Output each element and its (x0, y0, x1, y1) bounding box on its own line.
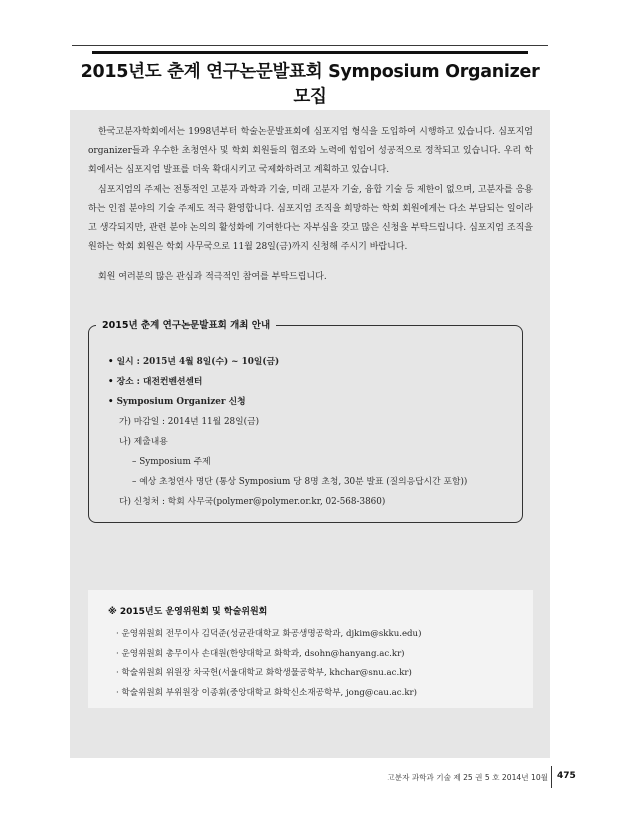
contents-heading: 나) 제출내용 (119, 437, 168, 447)
intro-text (88, 123, 533, 288)
apply-deadline: 가) 마감일 : 2014년 11월 28일(금) (119, 417, 259, 427)
journal-footer: 고분자 과학과 기술 제 25 권 5 호 2014년 10월 (387, 773, 548, 782)
apply-contact: 다) 신청처 : 학회 사무국(polymer@polymer.or.kr, 02-568-3860) (119, 497, 386, 507)
committee-member: · 운영위원회 전무이사 김덕준(성균관대학교 화공생명공학과, djkim@skku.edu) (116, 629, 422, 639)
event-date: • 일시 : 2015년 4월 8일(수) ~ 10일(금) (108, 357, 280, 367)
event-info-list (108, 352, 518, 512)
intro-paragraph-1: 한국고분자학회에서는 1998년부터 학술논문발표회에 심포지엄 형식을 도입하여 시행하고 있습니다. 심포지엄 organizer들과 우수한 초청연사 및 학회 회원들의 협조와 노력에 힘입어 성공적으로 정착되고 있습니다. 우리 학회에서는 심포지엄 발표를 더욱 확대시키고 국제화하려고 계획하고 있습니다. (88, 127, 533, 176)
bullet-icon: • (108, 357, 114, 367)
event-info-title: 2015년 춘계 연구논문발표회 개최 안내 (96, 317, 276, 331)
committee-title: ※ 2015년도 운영위원회 및 학술위원회 (108, 607, 268, 617)
committee-member: · 학술위원회 위원장 차국헌(서울대학교 화학생물공학부, khchar@snu.ac.kr) (116, 668, 412, 679)
committee-member: · 운영위원회 총무이사 손대원(한양대학교 화학과, dsohn@hanyang.ac.kr) (116, 648, 405, 659)
intro-paragraph-2: 심포지엄의 주제는 전통적인 고분자 과학과 기술, 미래 고분자 기술, 융합 기술 등 제한이 없으며, 고분자를 응용하는 인접 분야의 기술 주제도 적극 환영합니다. 심포지엄 조직을 희망하는 학회 회원에게는 다소 부담되는 일이라고 생각되지만, 관련 분야 논의의 활성화에 기여한다는 자부심을 갖고 많은 신청을 부탁드립니다. 심포지엄 조직을 원하는 학회 회원은 학회 사무국으로 11월 28일(금)까지 신청해 주시기 바랍니다. (88, 184, 533, 253)
event-place: • 장소 : 대전컨벤션센터 (108, 377, 203, 387)
intro-paragraph-3: 회원 여러분의 많은 관심과 적극적인 참여를 부탁드립니다. (98, 272, 327, 283)
content-item-topic: – Symposium 주제 (132, 457, 211, 467)
page-number: 475 (557, 771, 576, 781)
title-bar (92, 51, 528, 54)
apply-heading: • Symposium Organizer 신청 (108, 397, 246, 407)
footer-divider (551, 766, 552, 788)
bullet-icon: • (108, 377, 114, 387)
committee-member: · 학술위원회 부위원장 이종휘(중앙대학교 화학신소재공학부, jong@cau.ac.kr) (116, 688, 418, 699)
content-item-speakers: – 예상 초청연사 명단 (통상 Symposium 당 8명 초청, 30분 발표 (질의응답시간 포함)) (132, 477, 468, 487)
top-rule (72, 45, 548, 46)
bullet-icon: • (108, 397, 114, 407)
committee-list (116, 625, 526, 704)
page-title: 2015년도 춘계 연구논문발표회 Symposium Organizer 모집 (80, 62, 540, 107)
